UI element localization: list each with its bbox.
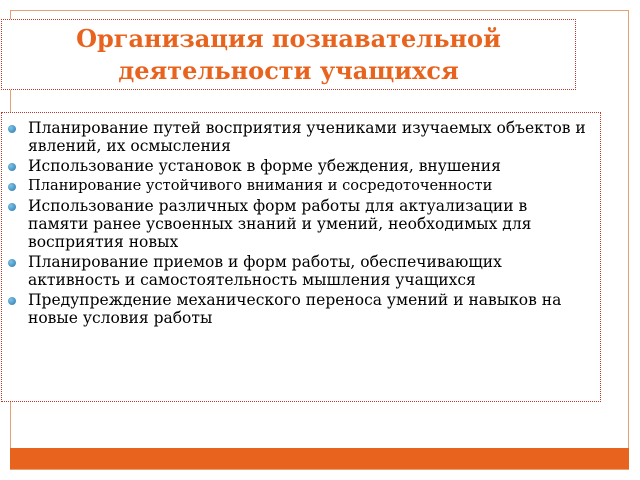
list-item-text: Планирование путей восприятия учениками изучаемых объектов и явлений, их осмысления (28, 119, 586, 155)
list-item-text: Использование различных форм работы для актуализации в памяти ранее усвоенных знаний и умений, необходимых для восприятия новых (28, 197, 532, 251)
bullet-dot-icon (8, 163, 16, 171)
bullet-dot-icon (8, 297, 16, 305)
bottom-accent-bar (10, 448, 629, 469)
bullet-dot-icon (8, 183, 16, 191)
slide-title (2, 23, 575, 87)
bullet-dot-icon (8, 203, 16, 211)
list-item (6, 157, 592, 175)
list-item-text: Использование установок в форме убеждения, внушения (28, 157, 501, 175)
list-item (6, 197, 592, 251)
list-item (6, 177, 592, 195)
title-line-1: Организация познавательной (76, 23, 501, 53)
list-item (6, 119, 592, 155)
list-item (6, 291, 592, 327)
list-item-text: Планирование устойчивого внимания и сосредоточенности (28, 177, 493, 194)
bullet-dot-icon (8, 259, 16, 267)
list-item (6, 253, 592, 289)
list-item-text: Планирование приемов и форм работы, обеспечивающих активность и самостоятельность мышления учащихся (28, 253, 502, 289)
list-item-text: Предупреждение механического переноса умений и навыков на новые условия работы (28, 291, 562, 327)
content-box (1, 112, 601, 402)
bullet-dot-icon (8, 125, 16, 133)
title-line-2: деятельности учащихся (118, 55, 459, 85)
bullet-list (2, 113, 600, 327)
title-box (1, 19, 576, 90)
